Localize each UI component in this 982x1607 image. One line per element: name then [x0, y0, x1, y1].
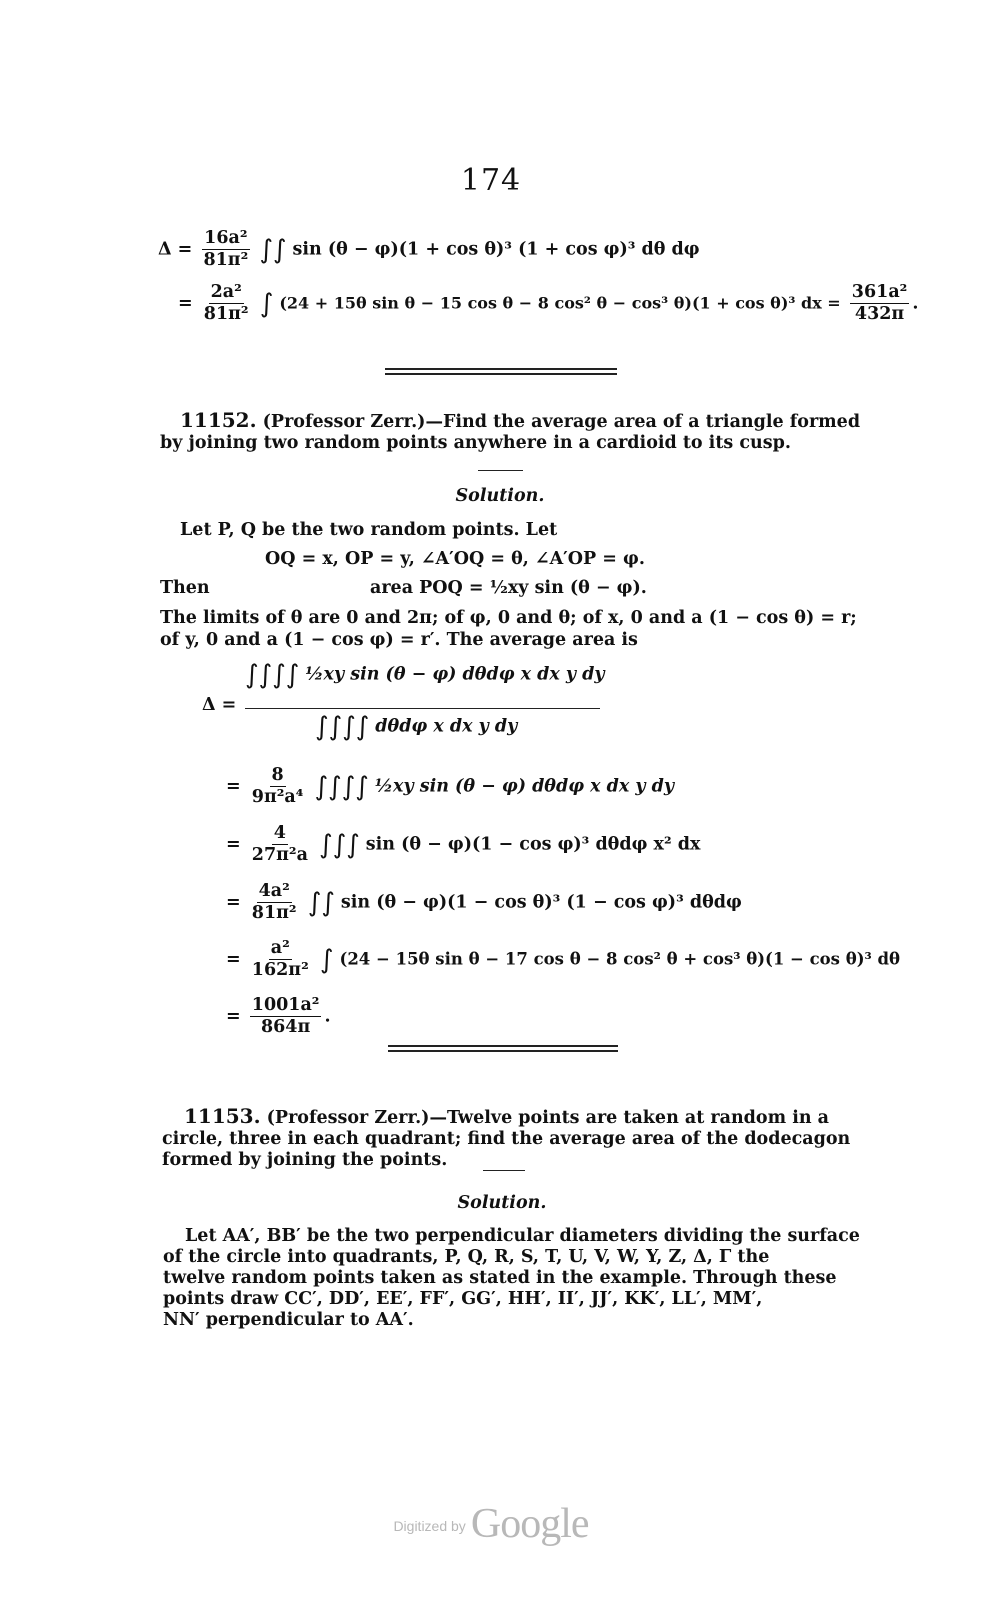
- problem-11153-statement: [162, 1106, 850, 1171]
- eq2-lhs: =: [178, 293, 193, 314]
- eq2-frac-den: 81π²: [203, 304, 249, 324]
- integral-sign: ∫: [259, 288, 274, 319]
- equation-line-1: [158, 228, 700, 272]
- step4-num: a²: [270, 938, 290, 958]
- integral-sign: ∫∫∫: [319, 829, 360, 860]
- problem-text: —Twelve points are taken at random in a: [429, 1108, 830, 1128]
- big-num-body: ½xy sin (θ − φ) dθdφ x dx y dy: [305, 664, 605, 685]
- big-den-body: dθdφ x dx y dy: [375, 716, 518, 737]
- separator-rule: [388, 1050, 618, 1052]
- solution-heading: Solution.: [455, 486, 545, 506]
- separator-rule: [385, 373, 617, 375]
- eq2-body: (24 + 15θ sin θ − 15 cos θ − 8 cos² θ − cos³ θ)(1 + cos θ)³ dx =: [279, 293, 841, 313]
- solution-paragraph: [163, 1226, 860, 1331]
- problem-author: (Professor Zerr.): [262, 412, 426, 432]
- step2-num: 4: [273, 823, 286, 843]
- then-equation: area POQ = ½xy sin (θ − φ).: [370, 578, 647, 598]
- problem-text-line: by joining two random points anywhere in a cardioid to its cusp.: [160, 433, 791, 453]
- short-rule: [478, 470, 523, 471]
- step4-body: (24 − 15θ sin θ − 17 cos θ − 8 cos² θ + cos³ θ)(1 − cos θ)³ dθ: [339, 949, 901, 969]
- eq1-lhs: Δ =: [158, 239, 193, 260]
- limits-line-2: of y, 0 and a (1 − cos φ) = r′. The average area is: [160, 630, 638, 650]
- eq2-fraction: [202, 282, 251, 326]
- solution-heading: Solution.: [457, 1193, 547, 1213]
- solution-line: twelve random points taken as stated in the example. Through these: [163, 1268, 837, 1288]
- eq2-result-num: 361a²: [851, 282, 908, 302]
- eq2-result-den: 432π: [854, 304, 905, 324]
- solution-line: NN′ perpendicular to AA′.: [163, 1310, 414, 1330]
- step1-body: ½xy sin (θ − φ) dθdφ x dx y dy: [374, 776, 675, 797]
- integral-sign: ∫∫∫∫: [315, 712, 370, 742]
- eq1-fraction: [201, 228, 250, 272]
- short-rule: [483, 1170, 525, 1171]
- definitions-line: OQ = x, OP = y, ∠A′OQ = θ, ∠A′OP = φ.: [265, 549, 645, 569]
- step2-den: 27π²a: [251, 845, 308, 865]
- result-den: 864π: [260, 1017, 311, 1037]
- solution-line: points draw CC′, DD′, EE′, FF′, GG′, HH′, II′, JJ′, KK′, LL′, MM′,: [163, 1289, 763, 1309]
- integral-sign: ∫: [319, 944, 334, 975]
- problem-11152-statement: [160, 408, 861, 454]
- step3-den: 81π²: [251, 903, 297, 923]
- eq1-frac-den: 81π²: [203, 250, 249, 270]
- eq1-body: sin (θ − φ)(1 + cos θ)³ (1 + cos φ)³ dθ dφ: [292, 239, 700, 260]
- problem-text: —Find the average area of a triangle formed: [425, 412, 861, 432]
- result: = $\frac{\text{1001a²}}{864\pi}$ .: [226, 995, 331, 1037]
- eq1-frac-num: 16a²: [204, 228, 248, 248]
- delta-symbol: Δ =: [202, 695, 237, 715]
- then-label: Then: [160, 578, 210, 598]
- eq2-frac-num: 2a²: [210, 282, 242, 302]
- integral-sign: ∫∫: [307, 887, 335, 918]
- result-num: 1001a²: [251, 995, 320, 1015]
- problem-text-line: formed by joining the points.: [162, 1150, 448, 1170]
- problem-author: (Professor Zerr.): [266, 1108, 430, 1128]
- eq2-result: [850, 282, 910, 326]
- step1-den: 9π²a⁴: [251, 787, 304, 807]
- integral-sign: ∫∫: [259, 234, 287, 265]
- big-fraction-denominator: [315, 712, 517, 742]
- separator-rule: [388, 1045, 618, 1047]
- google-logo: Google: [470, 1501, 589, 1547]
- step3-num: 4a²: [258, 881, 290, 901]
- step-2: = $\frac{4}{\text{27π²a}}$ ∫∫∫ sin (θ − φ)(1 − cos φ)³ dθdφ x² dx: [226, 823, 701, 865]
- problem-number: 11152.: [180, 408, 257, 432]
- step1-num: 8: [271, 765, 284, 785]
- let-line: Let P, Q be the two random points. Let: [180, 520, 558, 540]
- page-number: 174: [460, 163, 522, 198]
- step3-body: sin (θ − φ)(1 − cos θ)³ (1 − cos φ)³ dθdφ: [340, 892, 742, 913]
- separator-rule: [385, 368, 617, 370]
- problem-number: 11153.: [184, 1104, 261, 1128]
- step4-den: 162π²: [251, 960, 309, 980]
- digitized-by-google-watermark: [0, 1500, 982, 1548]
- step-3: = $\frac{\text{4a²}}{\text{81π²}}$ ∫∫ sin (θ − φ)(1 − cos θ)³ (1 − cos φ)³ dθdφ: [226, 881, 742, 923]
- solution-line: of the circle into quadrants, P, Q, R, S, T, U, V, W, Y, Z, Δ, Γ the: [163, 1247, 770, 1267]
- fraction-bar: [245, 708, 600, 709]
- solution-line: Let AA′, BB′ be the two perpendicular diameters dividing the surface: [185, 1226, 860, 1246]
- problem-text-line: circle, three in each quadrant; find the average area of the dodecagon: [162, 1129, 851, 1149]
- equation-line-2: = $\frac{\text{2a²}}{\text{81π²}}$ ∫ (24 + 15θ sin θ − 15 cos θ − 8 cos² θ − cos³ θ)(1 + cos θ)³ dx = $\frac{\text{361a²}}{432\pi}$ .: [178, 282, 919, 324]
- limits-line-1: The limits of θ are 0 and 2π; of φ, 0 and θ; of x, 0 and a (1 − cos θ) = r;: [160, 608, 857, 628]
- step-1: = $\frac{8}{\text{9π²a⁴}}$ ∫∫∫∫ ½xy sin (θ − φ) dθdφ x dx y dy: [226, 765, 675, 807]
- step2-body: sin (θ − φ)(1 − cos φ)³ dθdφ x² dx: [365, 834, 701, 855]
- digitized-by-text: Digitized by: [393, 1518, 466, 1534]
- integral-sign: ∫∫∫∫: [245, 660, 300, 690]
- integral-sign: ∫∫∫∫: [314, 771, 369, 802]
- step-4: = $\frac{\text{a²}}{\text{162π²}}$ ∫ (24 − 15θ sin θ − 17 cos θ − 8 cos² θ + cos³ θ)(1 − cos θ)³ dθ: [226, 938, 901, 980]
- big-fraction-numerator: [245, 660, 605, 690]
